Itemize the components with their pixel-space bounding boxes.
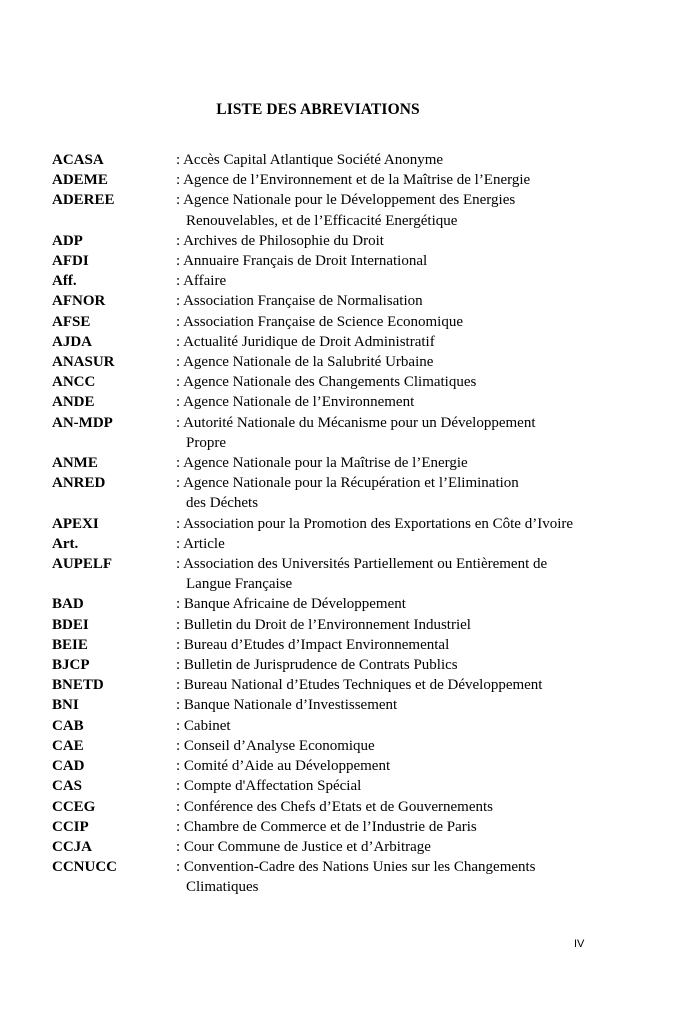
abbreviation-entry [52,797,672,817]
abbreviation-term: BAD [52,596,84,613]
definition-line: : Agence Nationale de l’Environnement [176,394,415,411]
abbreviation-entry [52,655,672,675]
definition-line: : Autorité Nationale du Mécanisme pour un Développement [176,414,536,431]
definition-line: : Comité d’Aide au Développement [176,758,391,775]
abbreviation-definition [176,514,672,534]
abbreviation-entry [52,392,672,412]
abbreviation-definition [176,695,672,715]
abbreviation-entry [52,150,672,170]
definition-line: : Agence Nationale pour la Récupération et l’Elimination [176,475,519,492]
abbreviation-term: APEXI [52,515,99,532]
definition-line: : Cour Commune de Justice et d’Arbitrage [176,838,431,855]
abbreviation-definition [176,473,672,513]
definition-line: : Banque Africaine de Développement [176,596,406,613]
definition-line: : Actualité Juridique de Droit Administratif [176,333,435,350]
definition-continuation-line: des Déchets [186,495,259,512]
abbreviation-definition [176,554,672,594]
definition-line: : Association Française de Science Economique [176,313,463,330]
abbreviation-entry [52,817,672,837]
abbreviation-definition [176,332,672,352]
abbreviation-entry [52,514,672,534]
abbreviation-entry [52,190,672,230]
abbreviation-definition [176,392,672,412]
abbreviation-definition [176,150,672,170]
abbreviation-entry [52,251,672,271]
definition-continuation-line: Propre [186,434,226,451]
abbreviation-term: BDEI [52,616,89,633]
definition-continuation-line: Langue Française [186,576,293,593]
abbreviation-entry [52,231,672,251]
abbreviation-term: CAD [52,758,85,775]
abbreviation-entry [52,635,672,655]
page-number: IV [574,938,585,950]
definition-line: : Article [176,535,225,552]
abbreviation-entry [52,271,672,291]
abbreviation-entry [52,372,672,392]
definition-line: : Compte d'Affectation Spécial [176,778,362,795]
abbreviation-entry [52,675,672,695]
abbreviation-term: BEIE [52,636,88,653]
abbreviation-entry [52,170,672,190]
abbreviation-list [52,150,672,898]
abbreviation-definition [176,716,672,736]
abbreviation-entry [52,594,672,614]
abbreviation-definition [176,655,672,675]
abbreviation-definition [176,231,672,251]
abbreviation-term: AFNOR [52,293,106,310]
abbreviation-definition [176,271,672,291]
abbreviation-term: AFDI [52,253,89,270]
abbreviation-definition [176,817,672,837]
definition-line: : Bulletin de Jurisprudence de Contrats Publics [176,657,458,674]
definition-line: : Banque Nationale d’Investissement [176,697,398,714]
page-title: LISTE DES ABREVIATIONS [216,101,420,118]
definition-line: : Agence de l’Environnement et de la Maîtrise de l’Energie [176,172,531,189]
abbreviation-definition [176,251,672,271]
abbreviation-term: AFSE [52,313,91,330]
abbreviation-definition [176,413,672,453]
definition-line: : Conférence des Chefs d’Etats et de Gouvernements [176,798,493,815]
definition-line: : Archives de Philosophie du Droit [176,232,384,249]
abbreviation-definition [176,170,672,190]
definition-line: : Cabinet [176,717,231,734]
abbreviation-definition [176,312,672,332]
abbreviation-term: CCNUCC [52,859,117,876]
definition-line: : Association Française de Normalisation [176,293,423,310]
abbreviation-term: ANCC [52,374,96,391]
abbreviation-entry [52,615,672,635]
abbreviation-definition [176,352,672,372]
abbreviation-term: CAB [52,717,84,734]
definition-continuation-line: Climatiques [186,879,259,896]
abbreviation-entry [52,837,672,857]
definition-line: : Convention-Cadre des Nations Unies sur les Changements [176,859,536,876]
abbreviation-entry [52,312,672,332]
abbreviation-entry [52,332,672,352]
abbreviation-definition [176,534,672,554]
abbreviation-term: ANDE [52,394,95,411]
definition-line: : Bureau d’Etudes d’Impact Environnemental [176,636,450,653]
abbreviation-entry [52,776,672,796]
abbreviation-term: AJDA [52,333,92,350]
abbreviation-definition [176,594,672,614]
abbreviation-term: AN-MDP [52,414,113,431]
definition-line: : Chambre de Commerce et de l’Industrie de Paris [176,818,477,835]
abbreviation-definition [176,857,672,897]
abbreviation-entry [52,554,672,594]
abbreviation-definition [176,756,672,776]
abbreviation-entry [52,473,672,513]
definition-line: : Association des Universités Partiellement ou Entièrement de [176,556,548,573]
abbreviation-entry [52,756,672,776]
abbreviation-term: CAS [52,778,83,795]
abbreviation-definition [176,190,672,230]
definition-line: : Agence Nationale pour la Maîtrise de l’Energie [176,455,468,472]
abbreviation-definition [176,372,672,392]
abbreviation-definition [176,837,672,857]
abbreviation-term: Art. [52,535,79,552]
abbreviation-entry [52,857,672,897]
abbreviation-entry [52,534,672,554]
abbreviation-definition [176,776,672,796]
abbreviation-term: CCEG [52,798,96,815]
abbreviation-term: ACASA [52,152,104,168]
abbreviation-definition [176,635,672,655]
abbreviation-entry [52,352,672,372]
abbreviation-entry [52,695,672,715]
abbreviation-definition [176,675,672,695]
abbreviation-definition [176,615,672,635]
abbreviation-term: ADEME [52,172,108,189]
abbreviation-entry [52,453,672,473]
abbreviation-definition [176,797,672,817]
definition-continuation-line: Renouvelables, et de l’Efficacité Energétique [186,212,458,229]
abbreviation-term: ANASUR [52,354,115,371]
abbreviation-term: CCIP [52,818,89,835]
definition-line: : Agence Nationale de la Salubrité Urbaine [176,354,434,371]
definition-line: : Agence Nationale pour le Développement des Energies [176,192,516,209]
abbreviation-term: BNETD [52,677,104,694]
definition-line: : Annuaire Français de Droit International [176,253,428,270]
abbreviation-term: BJCP [52,657,90,674]
abbreviation-entry [52,413,672,453]
definition-line: : Agence Nationale des Changements Climatiques [176,374,477,391]
abbreviation-term: Aff. [52,273,77,290]
definition-line: : Bureau National d’Etudes Techniques et de Développement [176,677,543,694]
definition-line: : Conseil d’Analyse Economique [176,737,375,754]
definition-line: : Association pour la Promotion des Exportations en Côte d’Ivoire [176,515,574,532]
definition-line: : Bulletin du Droit de l’Environnement Industriel [176,616,471,633]
abbreviation-term: ANRED [52,475,106,492]
abbreviation-definition [176,291,672,311]
abbreviation-entry [52,291,672,311]
abbreviation-entry [52,736,672,756]
abbreviation-term: AUPELF [52,556,112,573]
abbreviation-term: CCJA [52,838,92,855]
abbreviation-definition [176,453,672,473]
abbreviation-term: BNI [52,697,79,714]
abbreviation-term: ADEREE [52,192,115,209]
abbreviation-entry [52,716,672,736]
abbreviation-term: ANME [52,455,98,472]
definition-line: : Accès Capital Atlantique Société Anonyme [176,152,444,168]
abbreviation-term: ADP [52,232,83,249]
definition-line: : Affaire [176,273,227,290]
abbreviation-definition [176,736,672,756]
abbreviation-term: CAE [52,737,84,754]
